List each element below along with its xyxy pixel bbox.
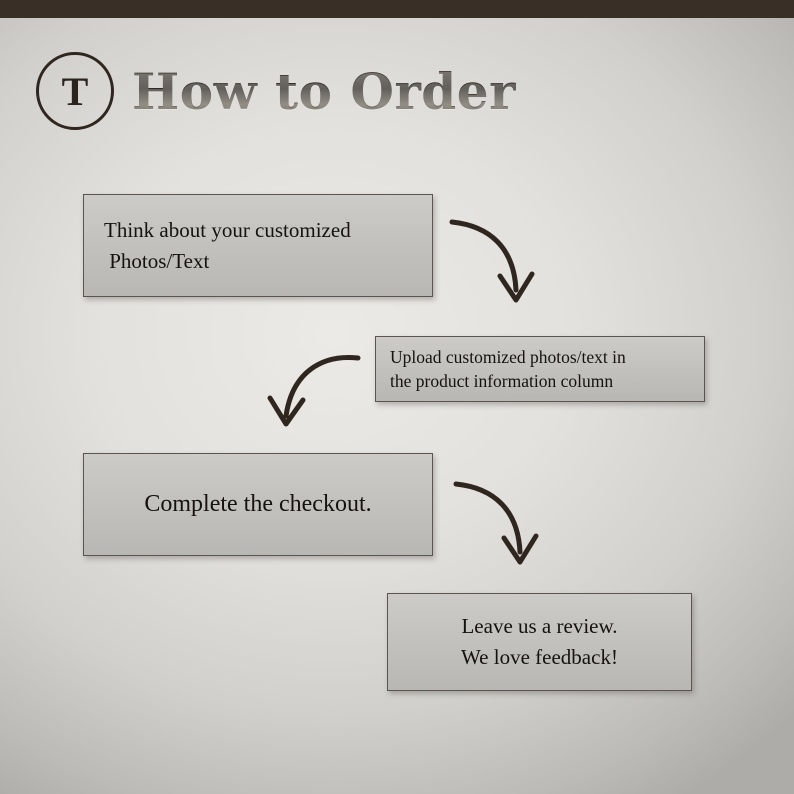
- step-2-line-2: the product information column: [390, 371, 614, 391]
- step-box-4: [387, 593, 692, 691]
- arrow-icon-3: [452, 476, 562, 586]
- page-title: How to Order: [132, 61, 516, 121]
- step-1-line-1: Think about your customized: [104, 218, 351, 243]
- arrow-icon-2: [258, 348, 368, 448]
- step-box-3: [83, 453, 433, 556]
- step-2-line-1: Upload customized photos/text in: [390, 346, 626, 367]
- step-box-2: [375, 336, 705, 402]
- step-box-1: [83, 194, 433, 297]
- step-4-line-1: Leave us a review.: [461, 613, 618, 638]
- header: [36, 52, 516, 130]
- step-3-line-1: Complete the checkout.: [144, 491, 372, 517]
- step-4-line-2: We love feedback!: [461, 645, 618, 669]
- brand-logo-icon: [36, 52, 114, 130]
- arrow-icon-1: [448, 214, 558, 324]
- step-1-line-2: Photos/Text: [104, 248, 210, 273]
- top-bar: [0, 0, 794, 18]
- brand-logo-letter: T: [61, 68, 89, 114]
